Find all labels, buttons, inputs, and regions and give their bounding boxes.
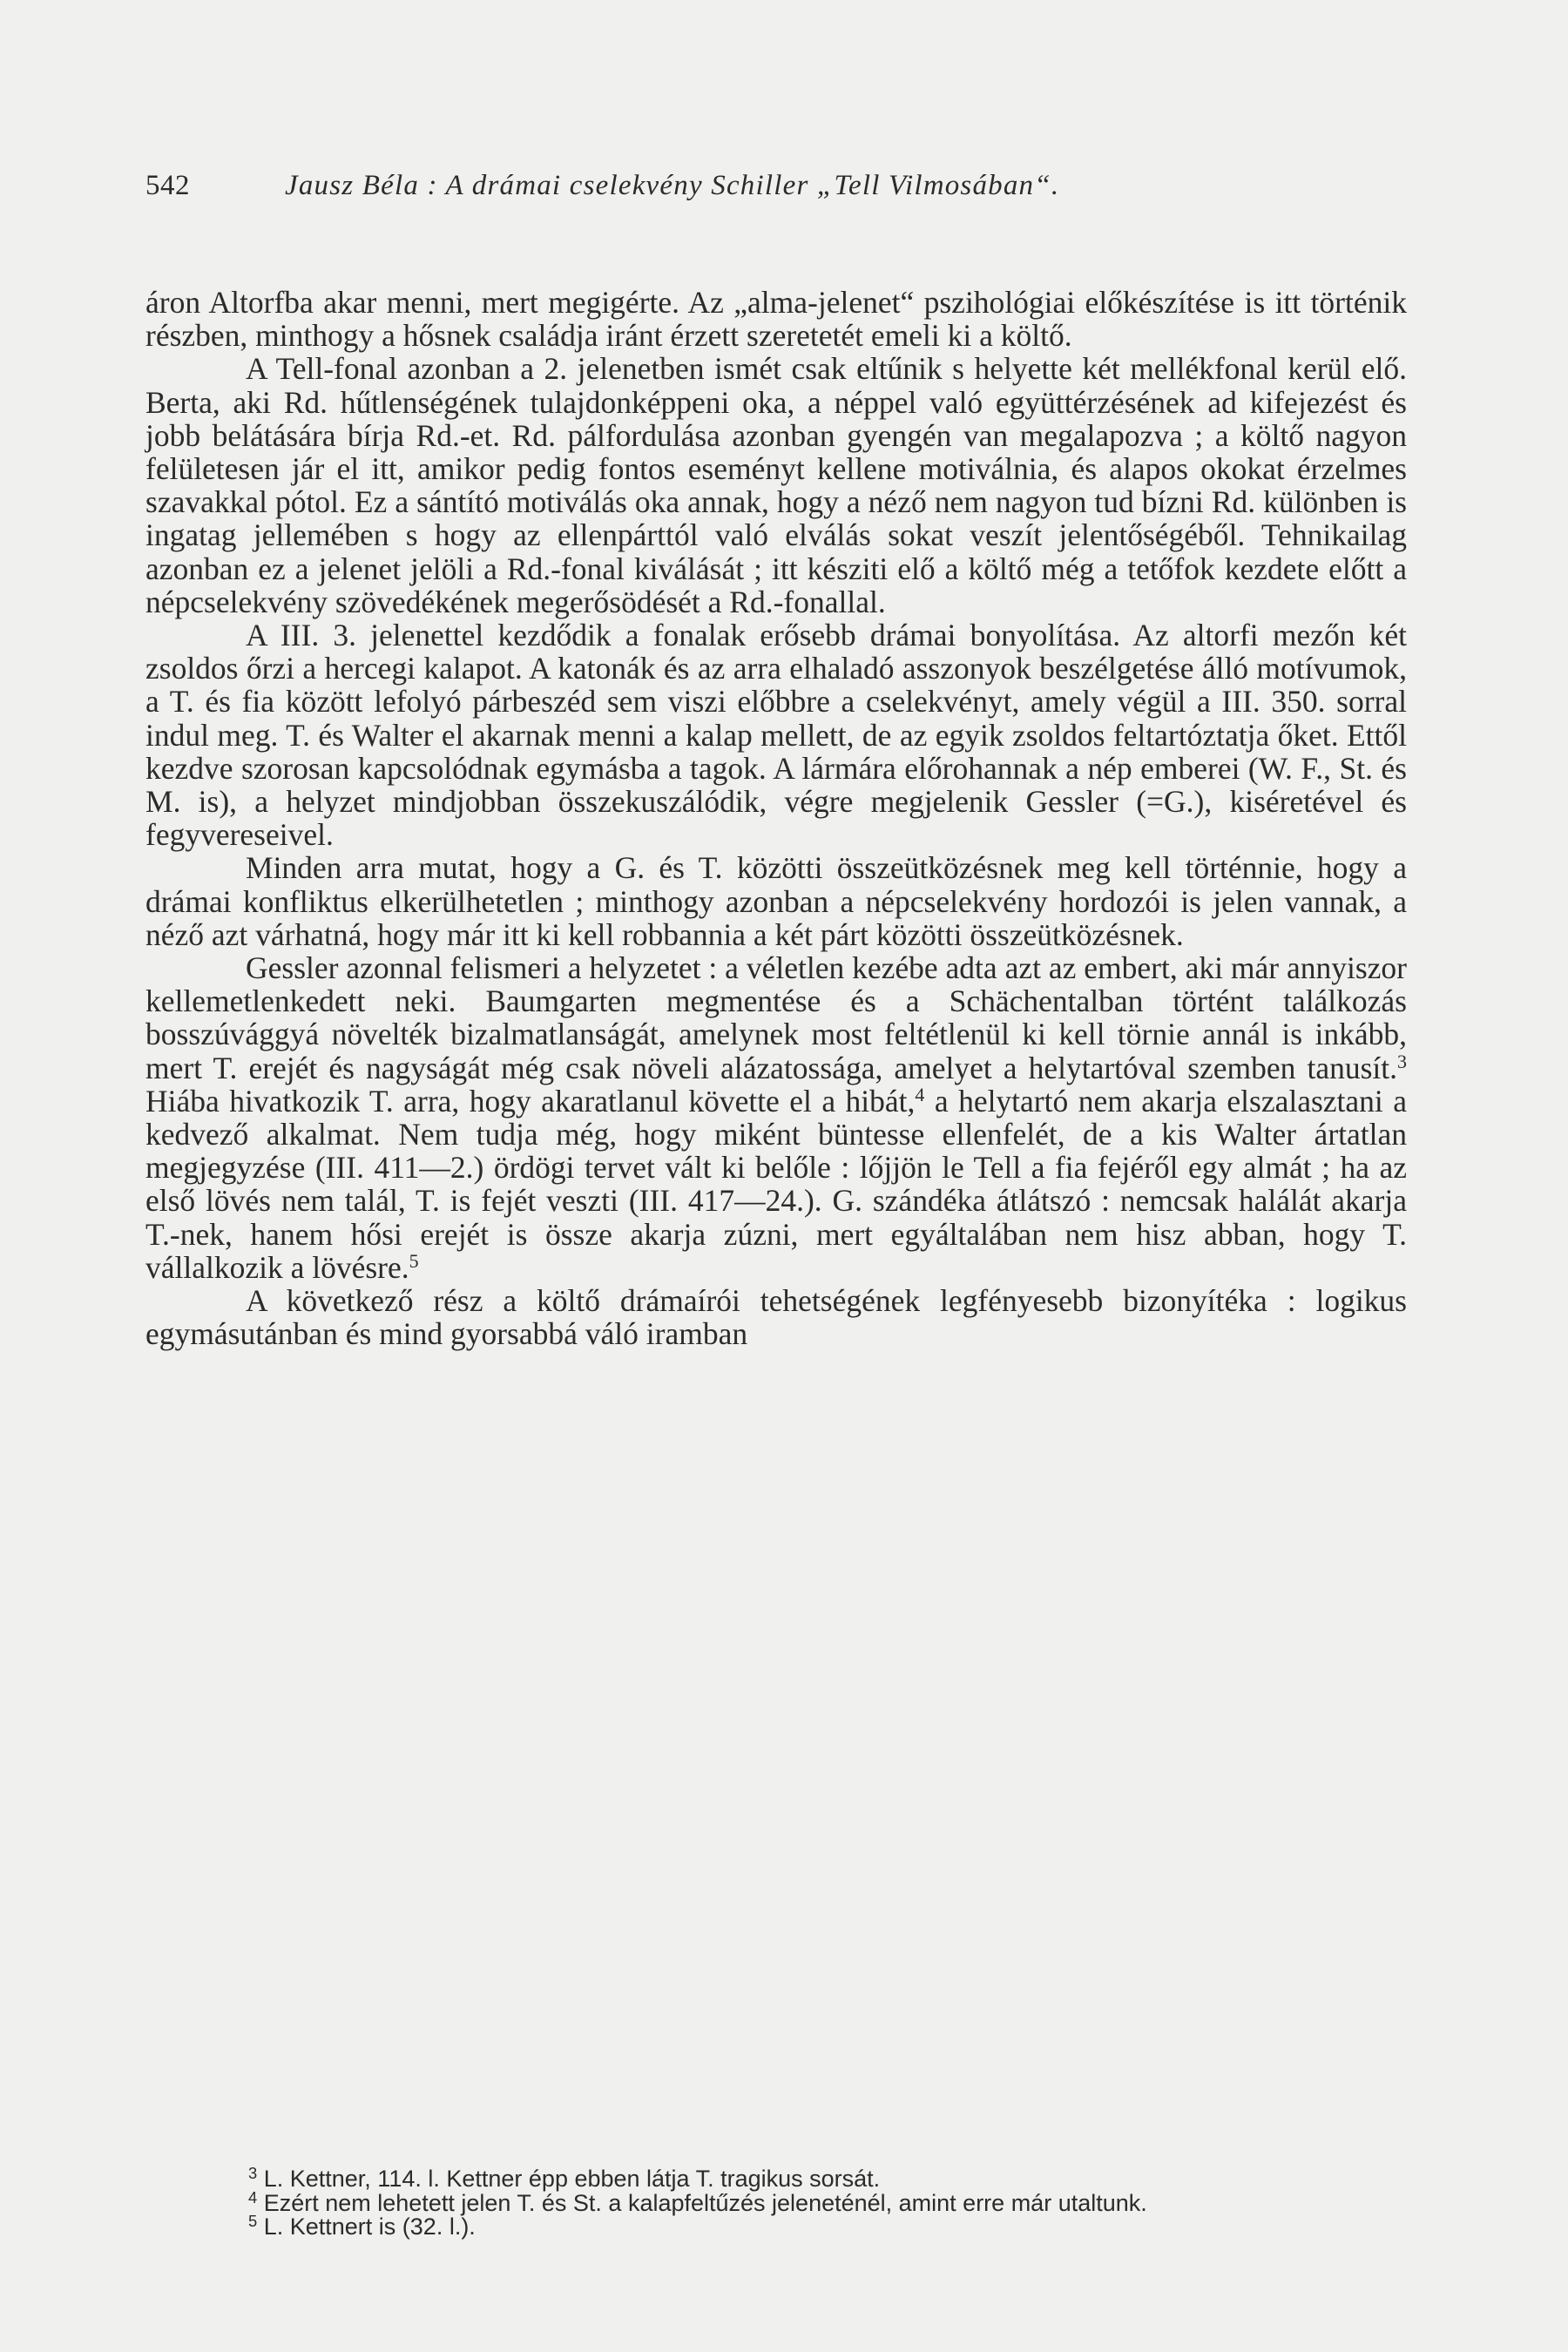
paragraph-text: A Tell-fonal azonban a 2. jelenetben ismét csak eltűnik s helyette két mellékfonal kerül elő. Berta, aki Rd. hűtlenségének tulajdonképpeni oka, a néppel való együttérzésének ad kifejezést és jobb belátására bírja Rd.-et. Rd. pálfordulása azonban gyengén van megalapozva ; a költő nagyon felületesen jár el itt, amikor pedig fontos eseményt kellene motiválnia, és alapos okokat érzelmes szavakkal pótol. Ez a sántító motiválás oka annak, hogy a néző nem nagyon tud bízni Rd. különben is ingatag jellemében s hogy az ellenpárttól való elválás sokat veszít jelentőségéből. Tehnikailag azonban ez a jelenet jelöli a Rd.-fonal kiválását ; itt késziti elő a költő még a tetőfok kezdete előtt a népcselekvény szövedékének megerősödését a Rd.-fonallal. bbox=[145, 351, 1407, 619]
footnote-text: Ezért nem lehetett jelen T. és St. a kalapfeltűzés jeleneténél, amint erre már utaltunk. bbox=[257, 2189, 1147, 2216]
paragraph bbox=[145, 951, 1407, 1284]
running-title: Jausz Béla : A drámai cselekvény Schiller „Tell Vilmosában“. bbox=[285, 170, 1060, 201]
paragraph bbox=[145, 618, 1407, 851]
paragraph-text: Gessler azonnal felismeri a helyzetet : a véletlen kezébe adta azt az embert, aki már annyiszor kellemetlenkedett neki. Baumgarten megmentése és a Schächentalban történt találkozás bosszúvággyá növelték bizalmatlanságát, amelynek most feltétlenül ki kell törnie annál is inkább, mert T. erejét és nagyságát még csak növeli alázatossága, amelyet a helytartóval szemben tanusít. bbox=[145, 950, 1407, 1085]
footnote bbox=[145, 2164, 1400, 2192]
paragraph-text: A III. 3. jelenettel kezdődik a fonalak erősebb drámai bonyolítása. Az altorfi mezőn két zsoldos őrzi a hercegi kalapot. A katonák és az arra elhaladó asszonyok beszélgetése álló motívumok, a T. és fia között lefolyó párbeszéd sem viszi előbbre a cselekvényt, amely végül a III. 350. sorral indul meg. T. és Walter el akarnak menni a kalap mellett, de az egyik zsoldos feltartóztatja őket. Ettől kezdve szorosan kapcsolódnak egymásba a tagok. A lármára előrohannak a nép emberei (W. F., St. és M. is), a helyzet mindjobban összekuszálódik, végre megjelenik Gessler (=G.), kiséretével és fegyvereseivel. bbox=[145, 618, 1407, 853]
paragraph bbox=[145, 851, 1407, 951]
paragraph-text: áron Altorfba akar menni, mert megigérte. Az „alma-jelenet“ pszihológiai előkészítése is itt történik részben, minthogy a hősnek családja iránt érzett szeretetét emeli ki a költő. bbox=[145, 285, 1407, 354]
footnote-text: L. Kettnert is (32. l.). bbox=[257, 2213, 476, 2240]
footnote-reference: 5 bbox=[409, 1249, 419, 1272]
body-text bbox=[145, 286, 1407, 1351]
footnote bbox=[145, 2187, 1400, 2216]
paragraph-text: Minden arra mutat, hogy a G. és T. közötti összeütközésnek meg kell történnie, hogy a drámai konfliktus elkerülhetetlen ; minthogy azonban a népcselekvény hordozói is jelen vannak, a néző azt várhatná, hogy már itt ki kell robbannia a két párt közötti összeütközésnek. bbox=[145, 850, 1407, 952]
footnote-reference: 3 bbox=[1397, 1050, 1407, 1072]
footnote-text: L. Kettner, 114. l. Kettner épp ebben látja T. tragikus sorsát. bbox=[257, 2166, 881, 2192]
paragraph-text: a helytartó nem akarja elszalasztani a kedvező alkalmat. Nem tudja még, hogy miként büntesse ellenfelét, de a kis Walter ártatlan megjegyzése (III. 411—2.) ördögi tervet vált ki belőle : lőjjön le Tell a fia fejéről egy almát ; ha az első lövés nem talál, T. is fejét veszti (III. 417—24.). G. szándéka átlátszó : nemcsak halálát akarja T.-nek, hanem hősi erejét is össze akarja zúzni, mert egyáltalában nem hisz abban, hogy T. vállalkozik a lövésre. bbox=[145, 1083, 1407, 1285]
running-header bbox=[145, 164, 1409, 207]
footnote-marker: 3 bbox=[248, 2164, 258, 2183]
paragraph-text: A következő rész a költő drámaírói tehetségének legfényesebb bizonyítéka : logikus egymásutánban és mind gyorsabbá váló iramban bbox=[145, 1283, 1407, 1352]
paragraph-text: Hiába hivatkozik T. arra, hogy akaratlanul követte el a hibát, bbox=[145, 1083, 916, 1119]
footnotes bbox=[145, 2164, 1400, 2240]
footnote bbox=[145, 2212, 1400, 2240]
paragraph bbox=[145, 1284, 1407, 1350]
footnote-marker: 5 bbox=[248, 2212, 258, 2231]
paragraph bbox=[145, 286, 1407, 352]
paragraph bbox=[145, 352, 1407, 618]
footnote-reference: 4 bbox=[915, 1083, 925, 1105]
footnote-marker: 4 bbox=[248, 2187, 258, 2207]
page-number: 542 bbox=[145, 170, 190, 201]
